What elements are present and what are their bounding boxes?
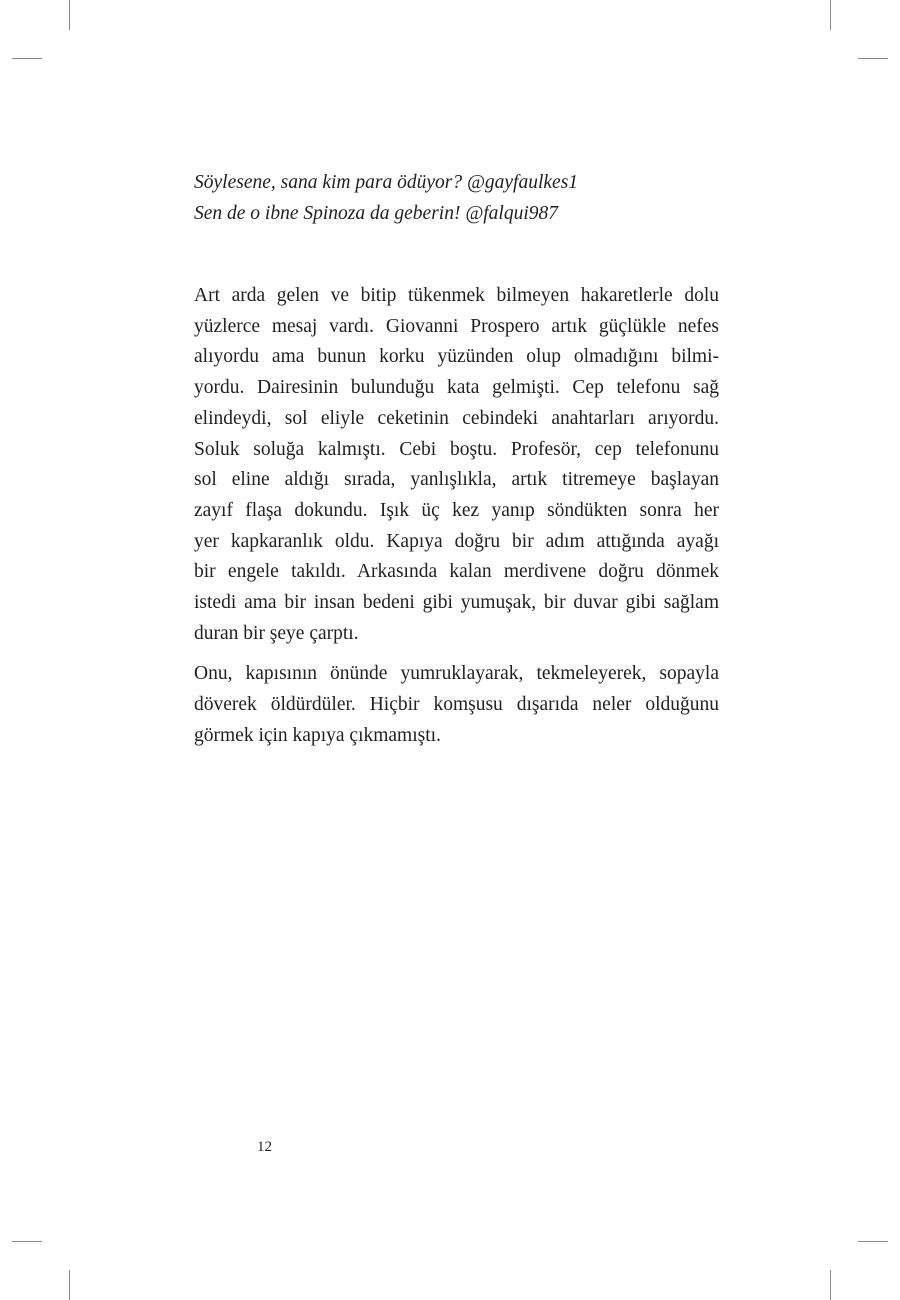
crop-mark-top-right xyxy=(830,0,831,30)
text-line: bir engele takıldı. Arkasında kalan merdivene doğru dönmek xyxy=(194,561,719,583)
quote-line: Söylesene, sana kim para ödüyor? @gayfaulkes1 xyxy=(194,172,579,193)
crop-mark-right-lower xyxy=(858,1241,888,1242)
text-line: yordu. Dairesinin bulunduğu kata gelmişti. Cep telefonu sağ xyxy=(194,377,719,399)
crop-mark-top-left xyxy=(69,0,70,30)
crop-mark-bottom-left xyxy=(69,1270,70,1300)
crop-mark-left-lower xyxy=(12,1241,42,1242)
page-number: 12 xyxy=(257,1139,272,1155)
text-line: yer kapkaranlık oldu. Kapıya doğru bir adım attığında ayağı xyxy=(194,530,719,552)
crop-mark-right-upper xyxy=(858,58,888,59)
text-line: zayıf flaşa dokundu. Işık üç kez yanıp söndükten sonra her xyxy=(194,499,719,521)
text-line: duran bir şeye çarptı. xyxy=(194,622,359,644)
quote-line: Sen de o ibne Spinoza da geberin! @falqui987 xyxy=(194,203,559,224)
epigraph-quotes xyxy=(194,167,754,229)
text-line: elindeydi, sol eliyle ceketinin cebindeki anahtarları arıyordu. xyxy=(194,407,719,429)
text-line: Onu, kapısının önünde yumruklayarak, tekmeleyerek, sopayla xyxy=(194,663,719,685)
paragraph-1 xyxy=(194,281,719,649)
text-line: Soluk soluğa kalmıştı. Cebi boştu. Profesör, cep telefonunu xyxy=(194,438,719,460)
text-line: istedi ama bir insan bedeni gibi yumuşak, bir duvar gibi sağlam xyxy=(194,592,719,614)
text-line: döverek öldürdüler. Hiçbir komşusu dışarıda neler olduğunu xyxy=(194,694,719,716)
crop-mark-bottom-right xyxy=(830,1270,831,1300)
text-line: görmek için kapıya çıkmamıştı. xyxy=(194,724,441,746)
paragraph-2 xyxy=(194,659,719,751)
body-text xyxy=(194,281,719,762)
text-line: yüzlerce mesaj vardı. Giovanni Prospero artık güçlükle nefes xyxy=(194,315,719,337)
text-line: Art arda gelen ve bitip tükenmek bilmeyen hakaretlerle dolu xyxy=(194,285,719,306)
crop-mark-left-upper xyxy=(12,58,42,59)
text-line: alıyordu ama bunun korku yüzünden olup olmadığını bilmi- xyxy=(194,346,719,368)
text-line: sol eline aldığı sırada, yanlışlıkla, artık titremeye başlayan xyxy=(194,469,719,491)
